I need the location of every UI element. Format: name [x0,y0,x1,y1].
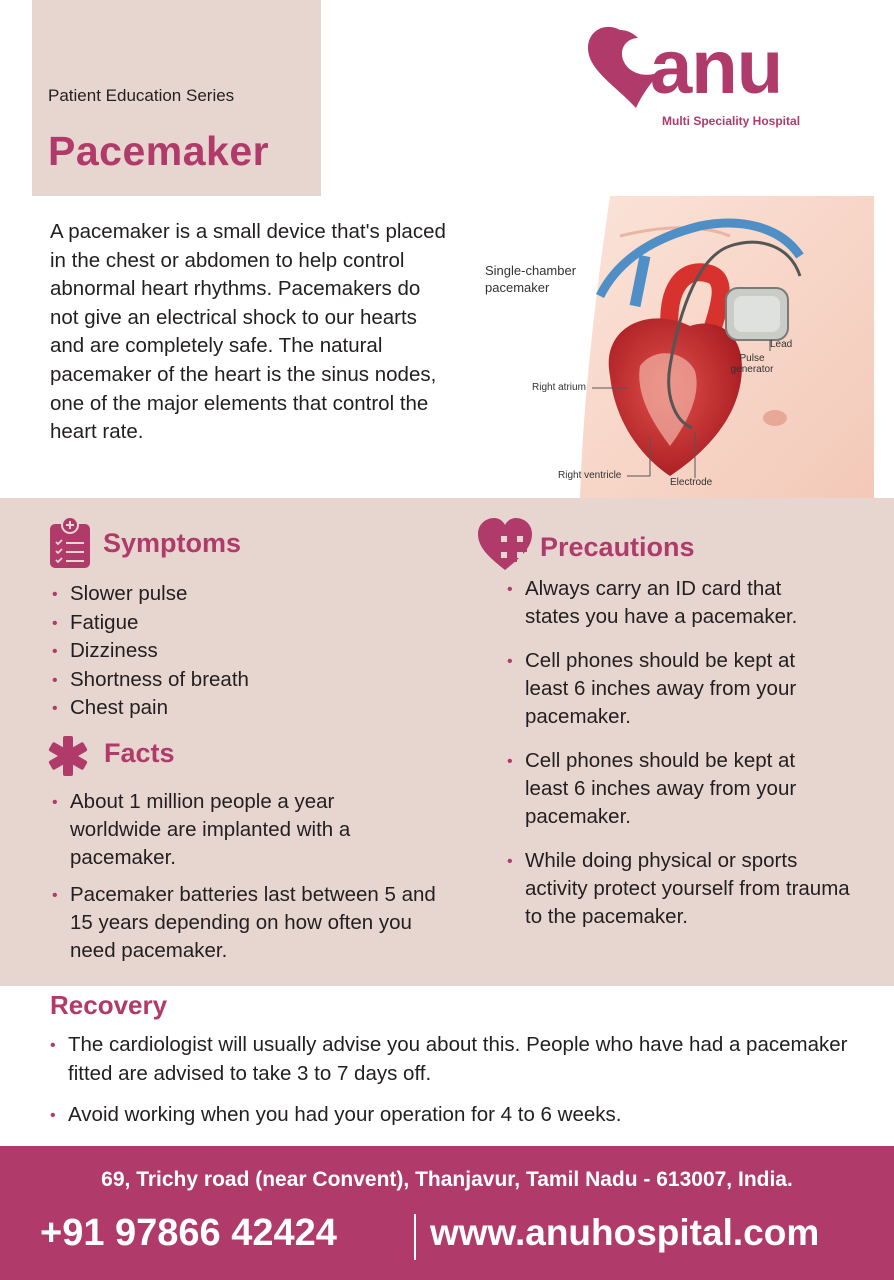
clipboard-checklist-icon [48,516,92,570]
series-label: Patient Education Series [48,86,235,105]
list-item: • Cell phones should be kept at least 6 inches away from your pacemaker. [505,747,843,831]
list-item: • Chest pain [50,694,450,723]
illus-label-electrode: Electrode [670,477,713,488]
list-item: • While doing physical or sports activity protect yourself from trauma to the pacemaker. [505,847,850,931]
symptoms-list [50,580,450,723]
illus-label-right-atrium: Right atrium [532,382,586,393]
illus-label-right-ventricle: Right ventricle [558,470,622,481]
list-item: • Avoid working when you had your operation for 4 to 6 weeks. [48,1100,868,1129]
precautions-list [505,575,850,947]
recovery-title: Recovery [50,990,168,1020]
list-item: • About 1 million people a year worldwide are implanted with a pacemaker. [50,788,380,872]
logo-subtitle: Multi Speciality Hospital [662,114,801,128]
list-item: • Always carry an ID card that states you have a pacemaker. [505,575,825,631]
illus-label-title: Single-chamber pacemaker [485,263,577,295]
facts-list [50,788,440,974]
page-title: Pacemaker [48,128,270,174]
pacemaker-illustration [470,196,874,498]
list-item: • Pacemaker batteries last between 5 and 15 years depending on how often you need pacemaker. [50,881,440,965]
list-item: • Dizziness [50,637,450,666]
intro-paragraph: A pacemaker is a small device that's placed in the chest or abdomen to help control abnormal heart rhythms. Pacemakers do not give an electrical shock to our hearts and are completely safe. The natural pacemaker of the heart is the sinus nodes, one of the major elements that control the heart rate. [50,220,446,444]
illus-label-pulse-generator: Pulse generator [730,353,774,375]
illus-label-lead: Lead [770,339,793,350]
chest-heart-illustration [470,196,874,498]
facts-title: Facts [104,738,175,768]
list-item: • The cardiologist will usually advise you about this. People who have had a pacemaker fitted are advised to take 3 to 7 days off. [48,1030,848,1088]
phone-number[interactable]: +91 97866 42424 [40,1212,337,1254]
list-item: • Fatigue [50,609,450,638]
recovery-list [48,1030,868,1141]
heart-plus-icon [476,516,534,572]
website-link[interactable]: www.anuhospital.com [430,1212,820,1253]
symptoms-title: Symptoms [103,528,242,558]
asterisk-icon [46,736,90,776]
list-item: • Cell phones should be kept at least 6 inches away from your pacemaker. [505,647,825,731]
precautions-title: Precautions [540,532,695,562]
address-text: 69, Trichy road (near Convent), Thanjavur, Tamil Nadu - 613007, India. [101,1168,793,1191]
logo-wordmark: anu [650,25,783,110]
list-item: • Slower pulse [50,580,450,609]
footer-divider [414,1214,416,1260]
list-item: • Shortness of breath [50,666,450,695]
